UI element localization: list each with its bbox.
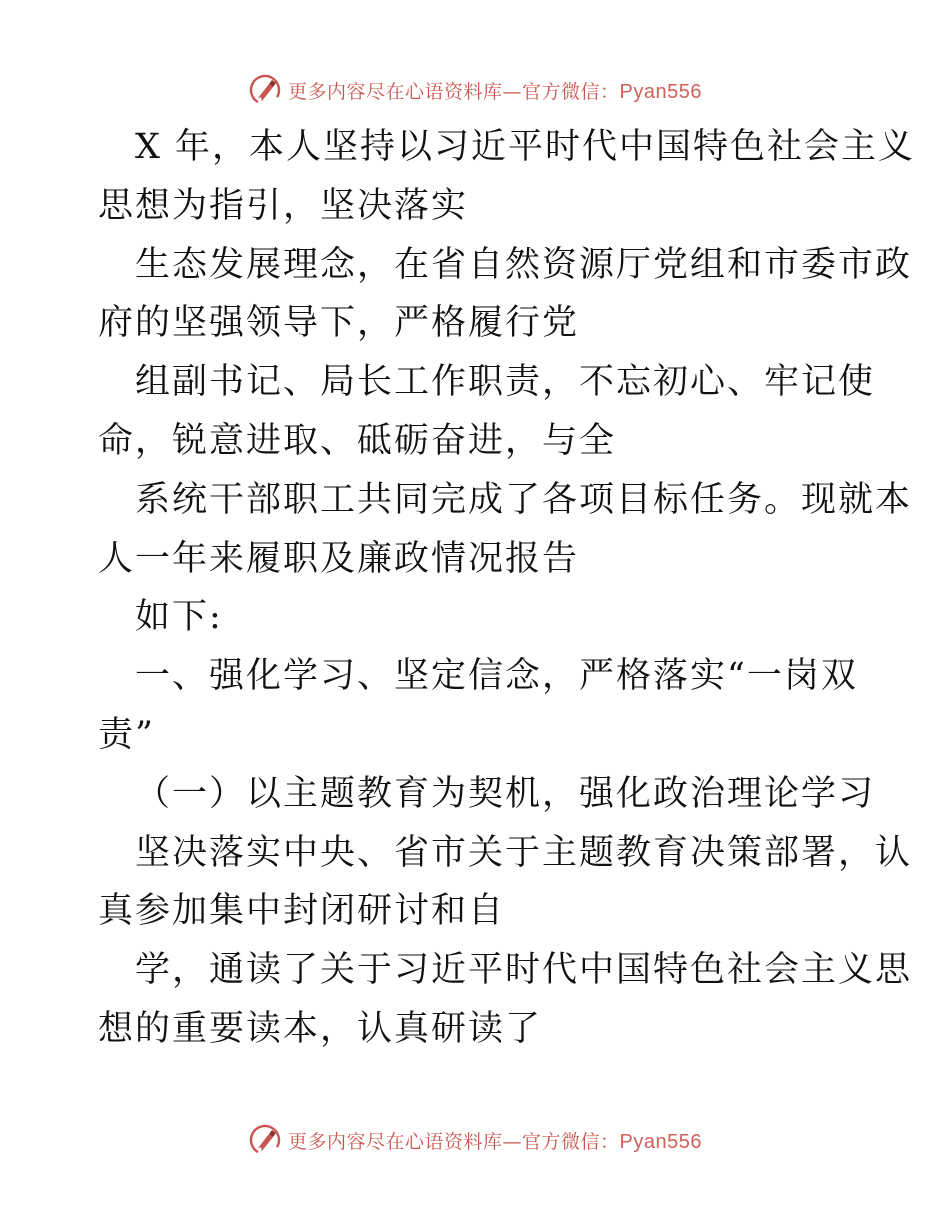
text-line: 人一年来履职及廉政情况报告 xyxy=(98,538,580,579)
watermark-handle: Pyan556 xyxy=(619,80,702,103)
text-line: 府的坚强领导下，严格履行党 xyxy=(98,303,580,344)
pen-logo-icon xyxy=(248,1123,282,1157)
pen-logo-icon xyxy=(248,73,282,107)
text-line: 如下: xyxy=(135,597,223,638)
text-line: 一、强化学习、坚定信念，严格落实“一岗双 xyxy=(135,656,858,697)
text-line: 组副书记、局长工作职责，不忘初心、牢记使 xyxy=(135,362,876,403)
text-line: （一）以主题教育为契机，强化政治理论学习 xyxy=(135,773,876,814)
text-line: 命，锐意进取、砥砺奋进，与全 xyxy=(98,420,617,461)
text-line: 坚决落实中央、省市关于主题教育决策部署，认 xyxy=(135,832,913,873)
text-line: 系统干部职工共同完成了各项目标任务。现就本 xyxy=(135,479,913,520)
watermark-handle: Pyan556 xyxy=(619,1130,702,1153)
text-line: 学，通读了关于习近平时代中国特色社会主义思 xyxy=(135,950,913,991)
watermark-text: 更多内容尽在心语资料库—官方微信：Pyan556 xyxy=(288,80,702,103)
header-watermark xyxy=(0,70,950,110)
footer-watermark xyxy=(0,1120,950,1160)
text-line: 想的重要读本，认真研读了 xyxy=(98,1008,543,1049)
document-body xyxy=(98,118,916,1059)
watermark-text: 更多内容尽在心语资料库—官方微信：Pyan556 xyxy=(288,1130,702,1153)
text-line: X 年，本人坚持以习近平时代中国特色社会主义 xyxy=(135,127,916,167)
text-line: 责” xyxy=(98,714,155,755)
text-line: 思想为指引，坚决落实 xyxy=(98,185,469,226)
text-line: 真参加集中封闭研讨和自 xyxy=(98,891,506,932)
text-line: 生态发展理念，在省自然资源厅党组和市委市政 xyxy=(135,244,913,285)
